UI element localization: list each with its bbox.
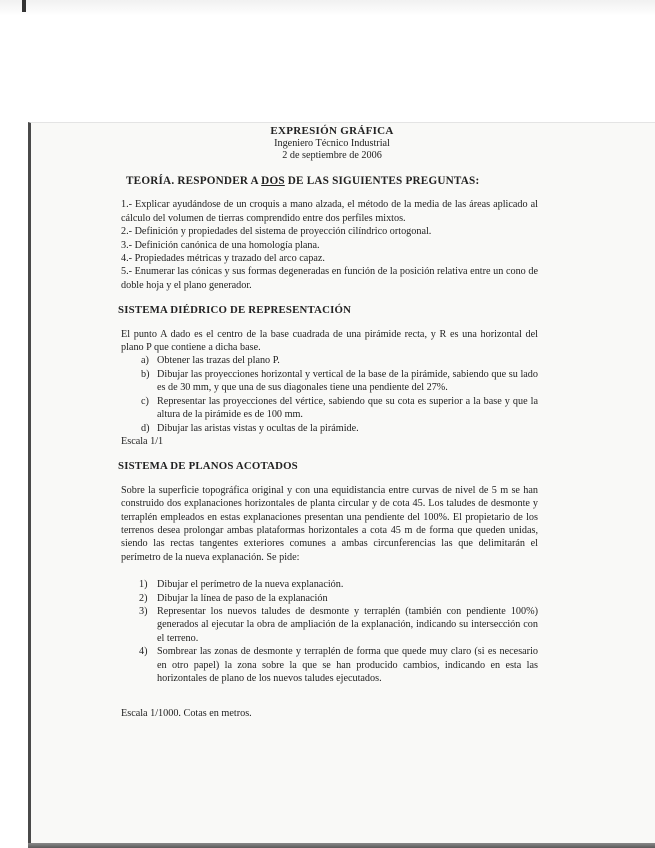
theory-heading-post: DE LAS SIGUIENTES PREGUNTAS: xyxy=(284,175,480,187)
theory-heading-underlined: DOS xyxy=(261,175,285,187)
acotados-item-text: Dibujar el perímetro de la nueva explanación. xyxy=(157,579,344,591)
theory-question: 5.- Enumerar las cónicas y sus formas degeneradas en función de la posición relativa entre un cono de doble hoja y el plano generador. xyxy=(121,266,538,291)
diedrico-item-label: a) xyxy=(141,355,149,367)
theory-heading-pre: TEORÍA. RESPONDER A xyxy=(126,175,262,187)
diedrico-item-label: b) xyxy=(141,368,150,380)
acotados-item-text: Sombrear las zonas de desmonte y terraplén de forma que quede muy claro (si es necesario en otro papel) la zona sobre la que se han producido cambios, indicando en esta las horizontales de plano de los nuevos taludes ejecutados. xyxy=(157,646,538,684)
diedrico-item xyxy=(141,395,538,422)
theory-questions xyxy=(121,198,538,292)
theory-question: 1.- Explicar ayudándose de un croquis a mano alzada, el método de la media de las áreas aplicado al cálculo del volumen de tierras comprendido entre dos perfiles mixtos. xyxy=(121,199,538,224)
acotados-item-label: 4) xyxy=(139,646,148,658)
acotados-heading: SISTEMA DE PLANOS ACOTADOS xyxy=(118,460,298,473)
diedrico-item-text: Dibujar las proyecciones horizontal y vertical de la base de la pirámide, sabiendo que su lado es de 30 mm, y que una de sus diagonales tiene una pendiente del 27%. xyxy=(157,368,538,394)
acotados-item xyxy=(139,592,538,605)
theory-heading xyxy=(126,175,538,188)
acotados-problem xyxy=(121,484,538,721)
acotados-item-label: 2) xyxy=(139,592,148,604)
diedrico-item-label: c) xyxy=(141,395,149,407)
exam-program: Ingeniero Técnico Industrial xyxy=(274,138,390,149)
diedrico-item-label: d) xyxy=(141,422,150,434)
acotados-item-label: 1) xyxy=(139,579,148,591)
acotados-item xyxy=(139,645,538,685)
acotados-item-label: 3) xyxy=(139,605,148,617)
acotados-intro: Sobre la superficie topográfica original y con una equidistancia entre curvas de nivel de 5 m se han construido dos explanaciones horizontales de planta circular y de cota 45. Los taludes de desmonte y terraplén empleados en estas explanaciones presentan una pendiente del 100%. El propietario de los terrenos desea prolongar ambas plataformas horizontales a cota 45 m de forma que queden unidas, siendo las rectas tangentes exteriores comunes a ambas circunferencias las que delimitarán el perímetro de la nueva explanación. Se pide: xyxy=(121,484,538,563)
scan-bottom-edge xyxy=(28,843,655,848)
diedrico-item xyxy=(141,422,538,435)
exam-header xyxy=(126,124,538,162)
diedrico-heading: SISTEMA DIÉDRICO DE REPRESENTACIÓN xyxy=(118,304,352,317)
exam-title: EXPRESIÓN GRÁFICA xyxy=(270,125,394,137)
diedrico-item-text: Representar las proyecciones del vértice, sabiendo que su cota es superior a la base y que la altura de la pirámide es de 100 mm. xyxy=(157,395,538,421)
diedrico-item xyxy=(141,354,538,367)
acotados-item xyxy=(139,605,538,645)
theory-question: 2.- Definición y propiedades del sistema de proyección cilíndrico ortogonal. xyxy=(121,226,432,238)
scan-binding-mark xyxy=(22,0,26,12)
theory-question: 4.- Propiedades métricas y trazado del arco capaz. xyxy=(121,253,325,265)
diedrico-item xyxy=(141,368,538,395)
acotados-item-text: Representar los nuevos taludes de desmonte y terraplén (también con pendiente 100%) generados al ejecutar la obra de ampliación de la explanación, indicando su intersección con el terreno. xyxy=(157,605,538,644)
theory-question: 3.- Definición canónica de una homología plana. xyxy=(121,239,320,251)
exam-date: 2 de septiembre de 2006 xyxy=(282,150,382,161)
scan-top-edge xyxy=(0,0,655,16)
diedrico-problem xyxy=(121,328,538,449)
acotados-item xyxy=(139,578,538,591)
acotados-item-text: Dibujar la línea de paso de la explanación xyxy=(157,592,328,604)
diedrico-scale: Escala 1/1 xyxy=(121,435,164,447)
acotados-scale: Escala 1/1000. Cotas en metros. xyxy=(121,708,252,720)
diedrico-intro: El punto A dado es el centro de la base cuadrada de una pirámide recta, y R es una horizontal del plano P que contiene a dicha base. xyxy=(121,328,538,354)
exam-content xyxy=(118,124,538,721)
diedrico-item-text: Obtener las trazas del plano P. xyxy=(157,355,280,367)
diedrico-item-text: Dibujar las aristas vistas y ocultas de la pirámide. xyxy=(157,422,359,434)
